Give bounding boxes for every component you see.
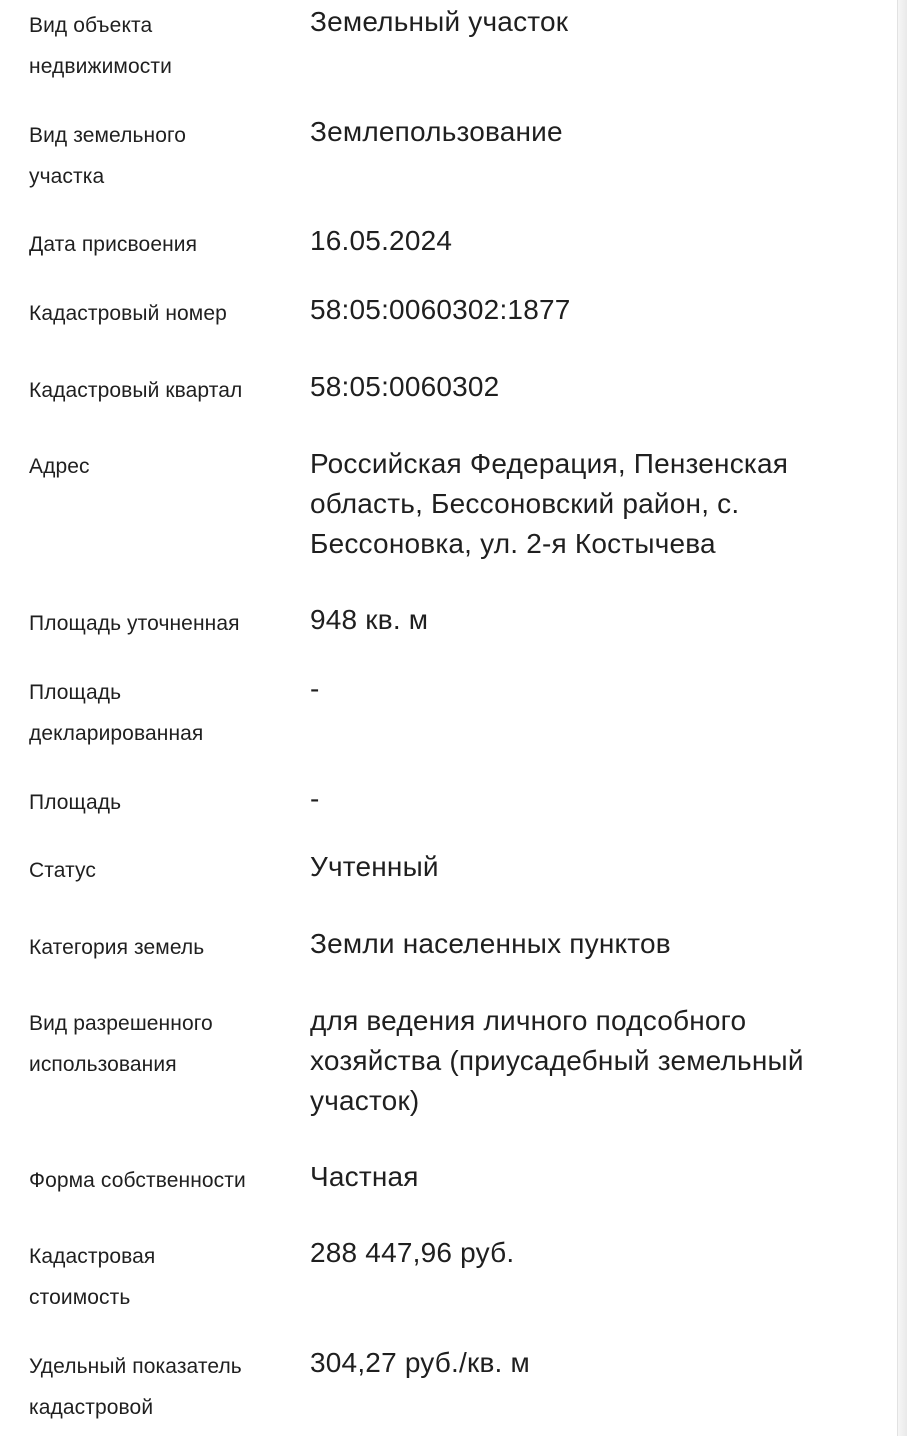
field-label-assignment-date: Дата присвоения — [29, 233, 198, 256]
field-label-land-type: Вид земельного участка — [29, 124, 187, 188]
field-value-cadastral-number: 58:05:0060302:1877 — [310, 294, 571, 325]
field-value-object-type: Земельный участок — [310, 6, 569, 37]
field-value-permitted-use: для ведения личного подсобного хозяйства (приусадебный земельный участок) — [310, 1005, 804, 1116]
field-label-cadastral-quarter: Кадастровый квартал — [29, 379, 243, 402]
field-label-area: Площадь — [29, 791, 122, 814]
field-value-area-specified: 948 кв. м — [310, 604, 429, 635]
field-value-land-type: Землепользование — [310, 116, 563, 147]
field-label-object-type: Вид объекта недвижимости — [29, 14, 172, 78]
field-value-status: Учтенный — [310, 851, 439, 882]
field-value-cadastral-quarter: 58:05:0060302 — [310, 371, 500, 402]
field-value-land-category: Земли населенных пунктов — [310, 928, 671, 959]
field-label-address: Адрес — [29, 455, 90, 478]
field-label-area-specified: Площадь уточненная — [29, 612, 240, 635]
page-right-edge — [897, 0, 907, 1436]
field-label-ownership-form: Форма собственности — [29, 1169, 246, 1192]
field-value-assignment-date: 16.05.2024 — [310, 225, 453, 256]
field-label-land-category: Категория земель — [29, 936, 205, 959]
field-label-cadastral-value: Кадастровая стоимость — [29, 1245, 156, 1309]
field-label-permitted-use: Вид разрешенного использования — [29, 1012, 213, 1076]
field-label-area-declared: Площадь декларированная — [29, 681, 204, 745]
field-label-specific-cadastral-indicator: Удельный показатель кадастровой — [29, 1355, 242, 1419]
field-value-specific-cadastral-indicator: 304,27 руб./кв. м — [310, 1347, 530, 1378]
field-label-cadastral-number: Кадастровый номер — [29, 302, 227, 325]
field-value-area-declared: - — [310, 673, 320, 704]
field-value-address: Российская Федерация, Пензенская область, Бессоновский район, с. Бессоновка, ул. 2-я Костычева — [310, 448, 789, 559]
field-value-area: - — [310, 783, 320, 814]
field-value-cadastral-value: 288 447,96 руб. — [310, 1237, 515, 1268]
field-value-ownership-form: Частная — [310, 1161, 419, 1192]
field-label-status: Статус — [29, 859, 96, 882]
